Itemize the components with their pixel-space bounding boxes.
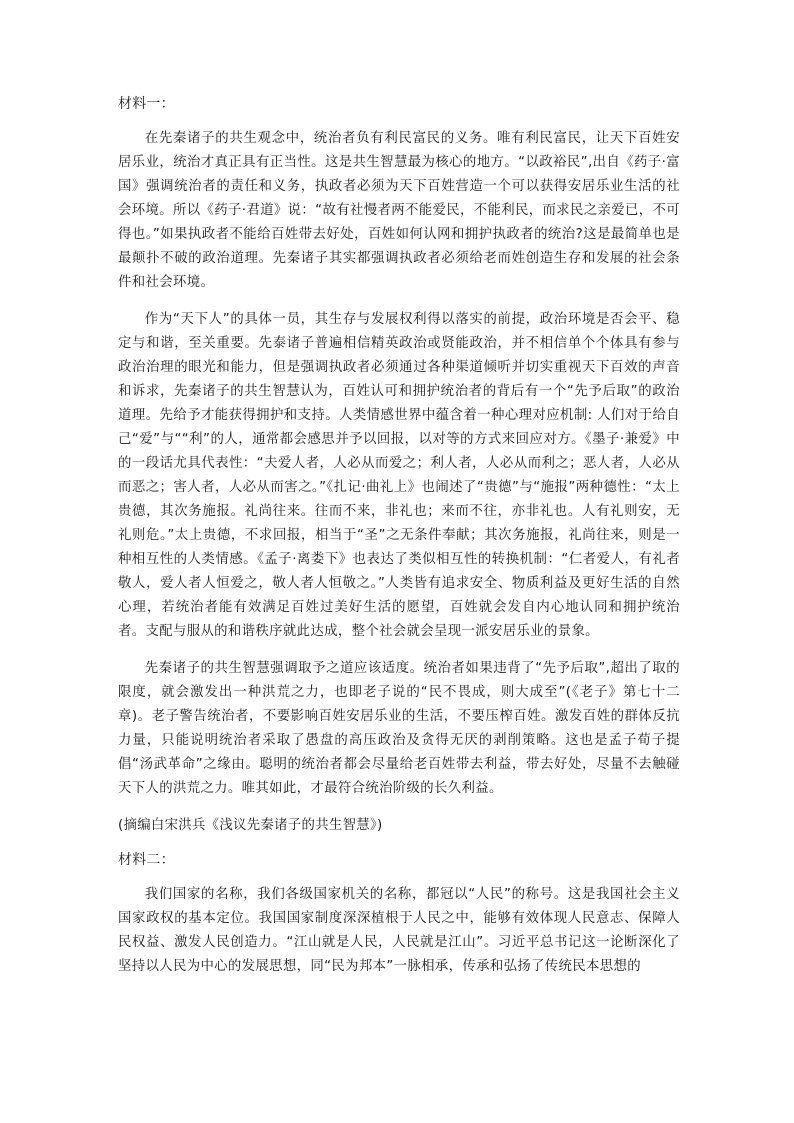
- material-one-paragraph-3: 先秦诸子的共生智慧强调取予之道应该适度。统治者如果违背了“先予后取”,超出了取的限度，就会激发出一种洪荒之力，也即老子说的“民不畏成，则大成至”(《老子》第七十二章)。老子警告统治者，不要影响百姓安居乐业的生活，不要压榨百姓。激发百姓的群体反抗力量，只能说明统治者采取了愚盘的高压政治及贪得无厌的剥削策略。这也是孟子荀子提倡“汤武革命”之缘由。聪明的统治者都会尽量给老百姓带去利益，带去好处，尽量不去触碰天下人的洪荒之力。唯其如此，才最符合统治阶级的长久利益。: [118, 661, 680, 796]
- material-two-paragraph-1: 我们国家的名称，我们各级国家机关的名称，都冠以“人民”的称号。这是我国社会主义国家政权的基本定位。我国国家制度深深植根于人民之中，能够有效体现人民意志、保障人民权益、激发人民创造力。“江山就是人民，人民就是江山”。习近平总书记这一论断深化了坚持以人民为中心的发展思想，同“民为邦本”一脉相承，传承和弘扬了传统民本思想的: [118, 887, 680, 974]
- material-one-paragraph-1: 在先秦诸子的共生观念中，统治者负有利民富民的义务。唯有利民富民，让天下百姓安居乐业，统治才真正具有正当性。这是共生智慧最为核心的地方。“以政裕民”,出自《药子·富国》强调统治者的责任和义务，执政者必须为天下百姓营造一个可以获得安居乐业生活的社会环境。所以《药子·君道》说：“故有社慢者两不能爱民，不能利民，而求民之亲爱已，不可得也。”如果执政者不能给百姓带去好处，百姓如何认网和拥护执政者的统治?这是最简单也是最颠扑不破的政治道理。先秦诸子其实都强调执政者必须给老而姓创造生存和发展的社会条件和社会环境。: [118, 131, 680, 290]
- material-one-paragraph-2: 作为“天下人”的具体一员，其生存与发展权利得以落实的前提，政治环境是否会平、稳定与和谐，至关重要。先泰诸子普遍相信精英政治或贤能政治，并不相信单个个体具有参与政治治理的眼光和能力，但是强调执政者必须通过各种渠道倾听并切实重视天下百效的声音和诉求，先秦诸子的共生智慧认为，百姓认可和拥护统治者的背后有一个“先予后取”的政治道理。先给予才能获得拥护和支持。人类情感世界中蕴含着一种心理对应机制: 人们对于给自己“爱”与““利”的人，通常都会感思并予以回报，以对等的方式来回应对方。《墨子·兼爱》中的一段话尤具代表性：“夫爱人者，人必从而爱之；利人者，人必从而利之；恶人者，人必从而恶之；害人者，人必从而害之。”《扎记·曲礼上》也闹述了“贵德”与“施报”两种德性：“太上贵德，其次务施报。礼尚往来。往而不来，非礼也；来而不往，亦非礼也。人有礼则安，无礼则危。”太上贵德，不求回报，相当于“圣”之无条件奉献；其次务施报，礼尚往来，则是一种相互性的人类情感。《孟子·离娄下》也表达了类似相互性的转换机制：“仁者爱人，有礼者敬人，爱人者人恒爱之，敬人者人恒敬之。”人类皆有追求安全、物质利益及更好生活的自然心理，若统治者能有效满足百姓过美好生活的愿望，百姓就会发自内心地认同和拥护统治者。支配与服从的和谐秩序就此达成，整个社会就会呈现一派安居乐业的景象。: [118, 312, 680, 639]
- document-page: [118, 94, 680, 992]
- material-one-source: (摘编白宋洪兵《浅议先秦诸子的共生智慧》): [118, 818, 383, 833]
- material-two-heading: 材料二：: [118, 852, 175, 868]
- material-one-heading: 材料一：: [118, 96, 175, 112]
